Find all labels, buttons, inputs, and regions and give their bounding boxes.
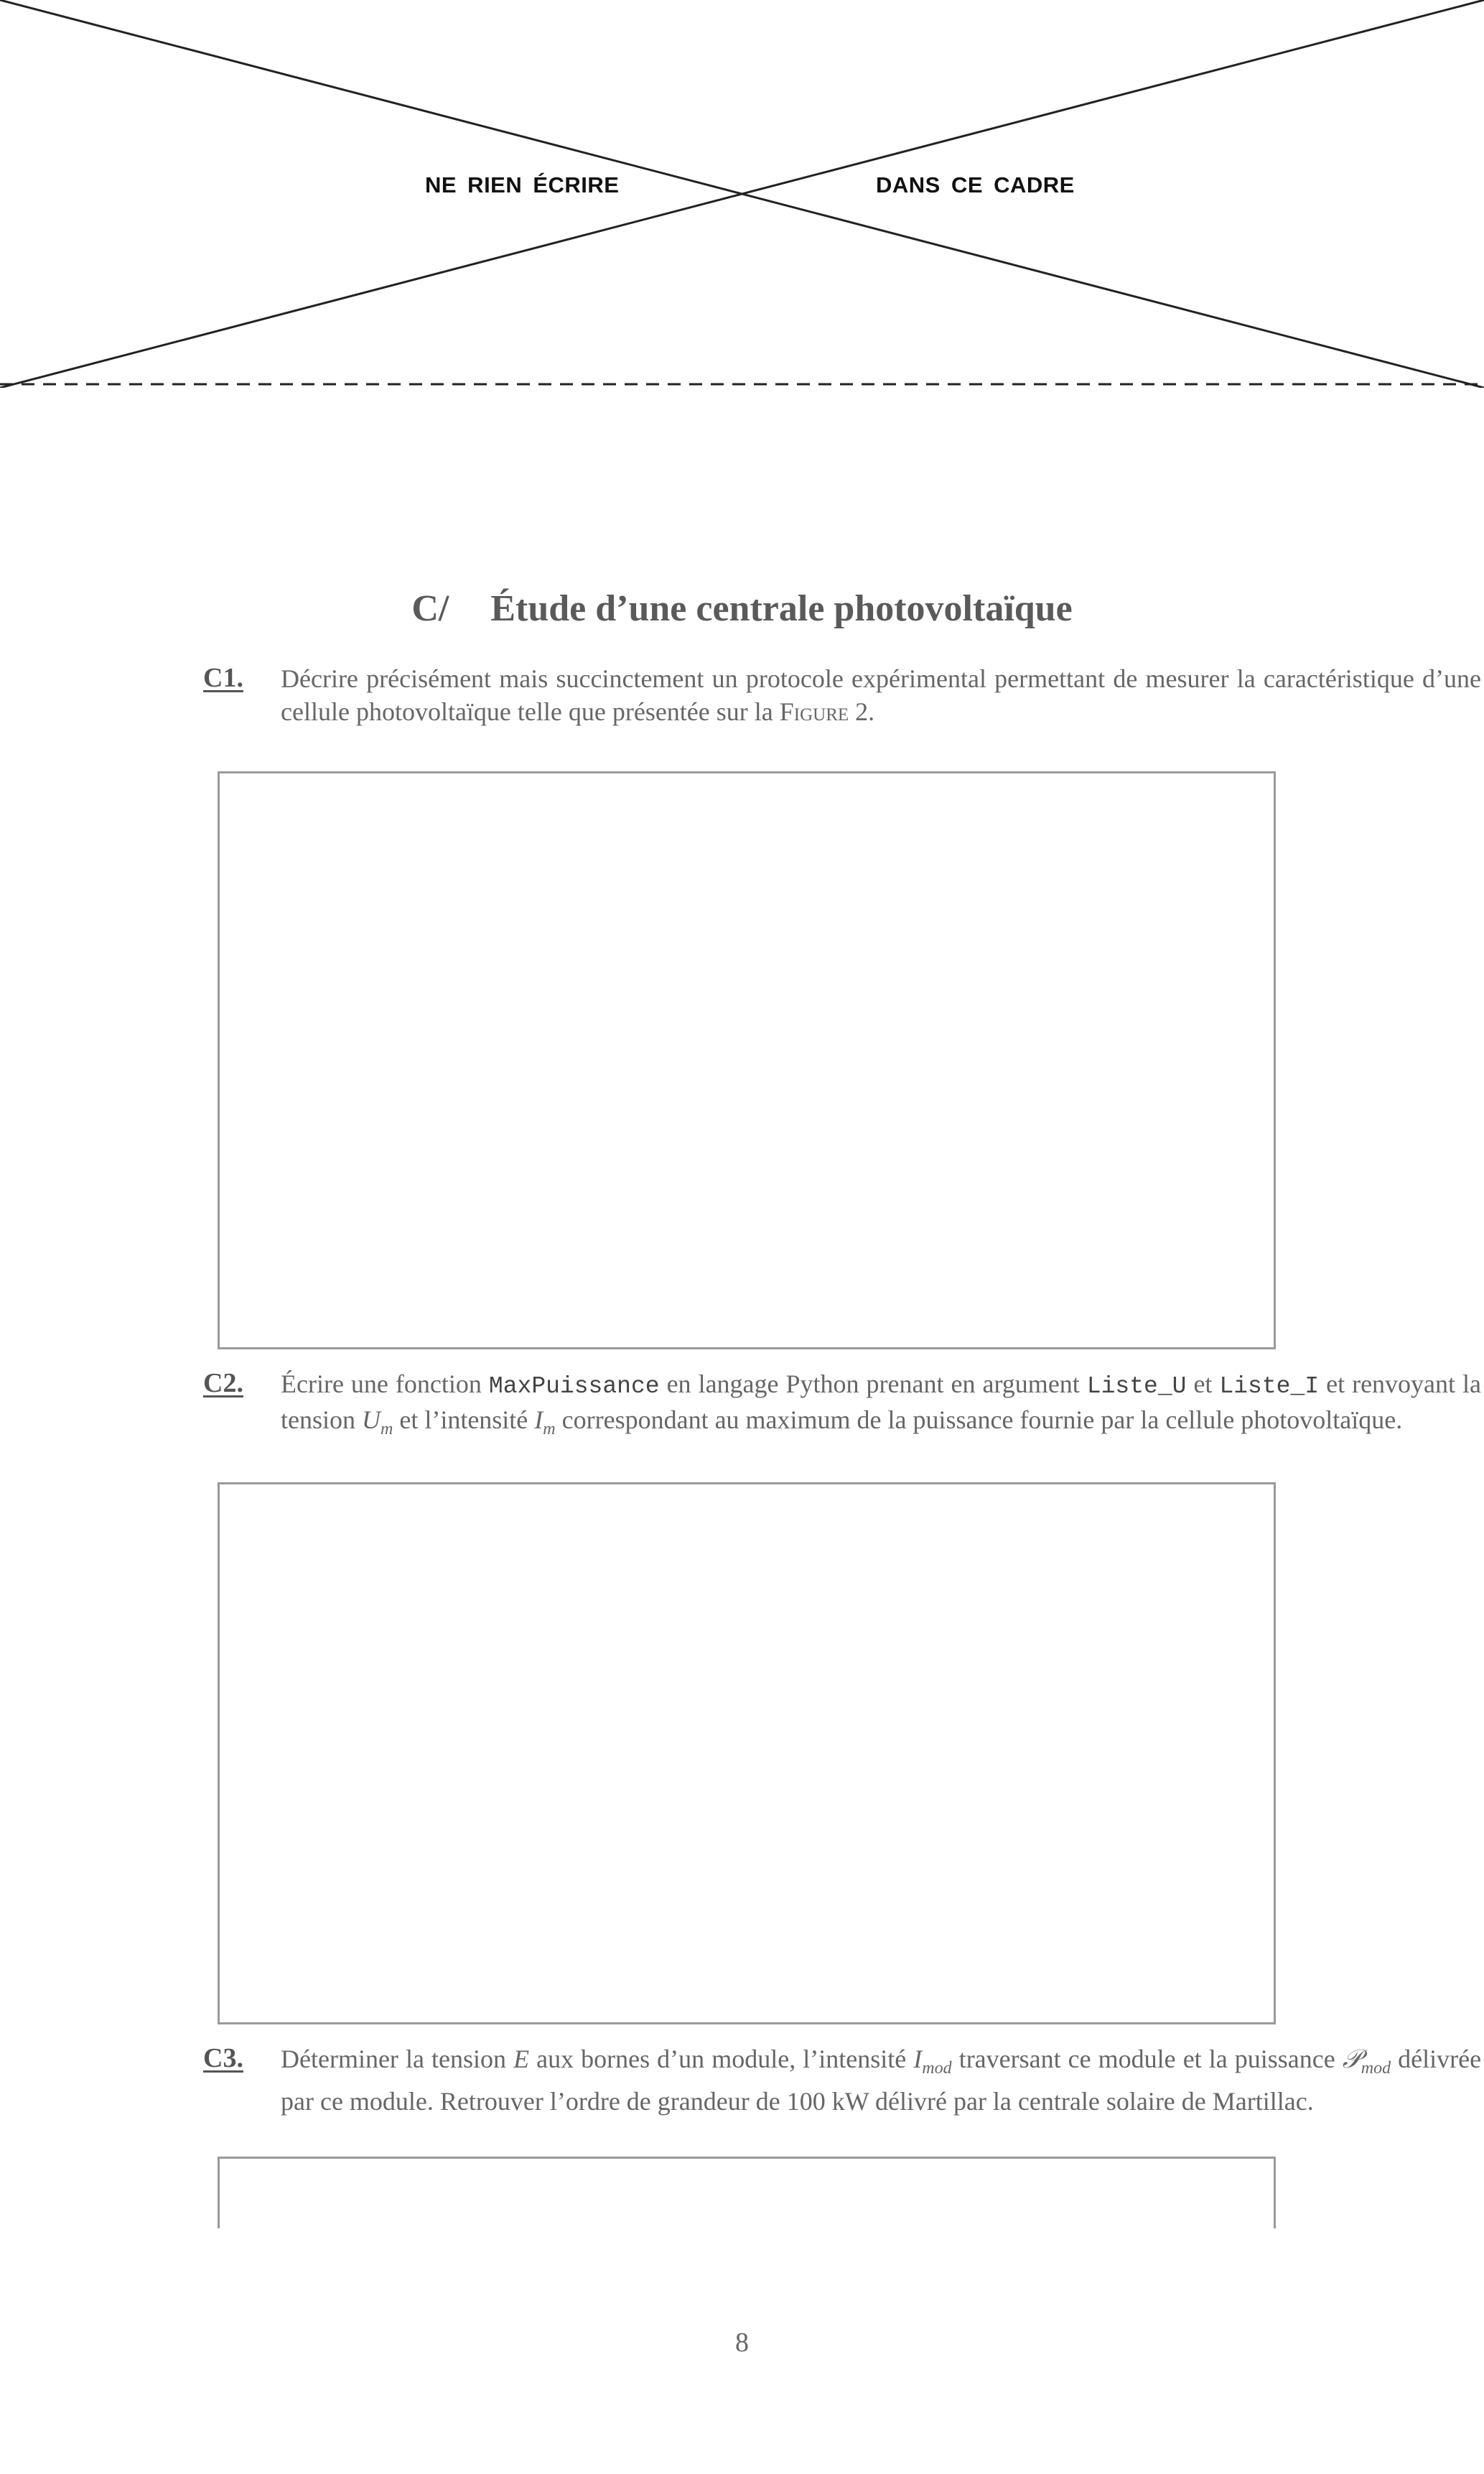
symbol-im: $I_m$ bbox=[534, 1405, 556, 1439]
section-title bbox=[0, 587, 1484, 630]
no-write-label-left: NE RIEN ÉCRIRE bbox=[425, 172, 620, 197]
question-text: Déterminer la tension E aux bornes d’un module, l’intensité $I_{mod}$ traversant ce module et la puissance 𝒫$_{mod}$ délivrée par ce module. Retrouver l’ordre de grandeur de 100 kW délivré par la centrale solaire de Martillac. bbox=[281, 2045, 1482, 2116]
no-write-label-right: DANS CE CADRE bbox=[876, 172, 1075, 197]
no-write-frame bbox=[0, 0, 1484, 388]
answer-box-c1[interactable] bbox=[218, 771, 1276, 1349]
question-number: C2. bbox=[203, 1368, 243, 1398]
symbol-um: $U_m$ bbox=[362, 1405, 393, 1439]
symbol-imod: $I_{mod}$ bbox=[913, 2045, 952, 2078]
section-letter: C/ bbox=[411, 588, 449, 629]
symbol-pmod: 𝒫$_{mod}$ bbox=[1342, 2045, 1391, 2078]
argument-liste-i: Liste_I bbox=[1219, 1373, 1320, 1400]
answer-box-c2[interactable] bbox=[218, 1482, 1276, 2024]
question-number: C1. bbox=[203, 663, 243, 693]
function-name: MaxPuissance bbox=[488, 1373, 660, 1400]
symbol-e: E bbox=[513, 2045, 530, 2073]
figure-ref: Figure bbox=[779, 697, 849, 726]
answer-box-c3[interactable] bbox=[218, 2157, 1276, 2228]
question-text: Écrire une fonction MaxPuissance en langage Python prenant en argument Liste_U et Liste_I et renvoyant la tension $U_m$ et l’intensité $I_m$ correspondant au maximum de la puissance fournie par la cellule photovoltaïque. bbox=[281, 1369, 1482, 1439]
question-number: C3. bbox=[203, 2043, 243, 2073]
question-text: Décrire précisément mais succinctement un protocole expérimental permettant de mesurer la caractéristique d’une cellule photovoltaïque telle que présentée sur la Figure 2. bbox=[281, 664, 1481, 726]
section-title-text: Étude d’une centrale photovoltaïque bbox=[490, 588, 1073, 629]
argument-liste-u: Liste_U bbox=[1086, 1373, 1187, 1400]
page-number: 8 bbox=[735, 2327, 749, 2358]
